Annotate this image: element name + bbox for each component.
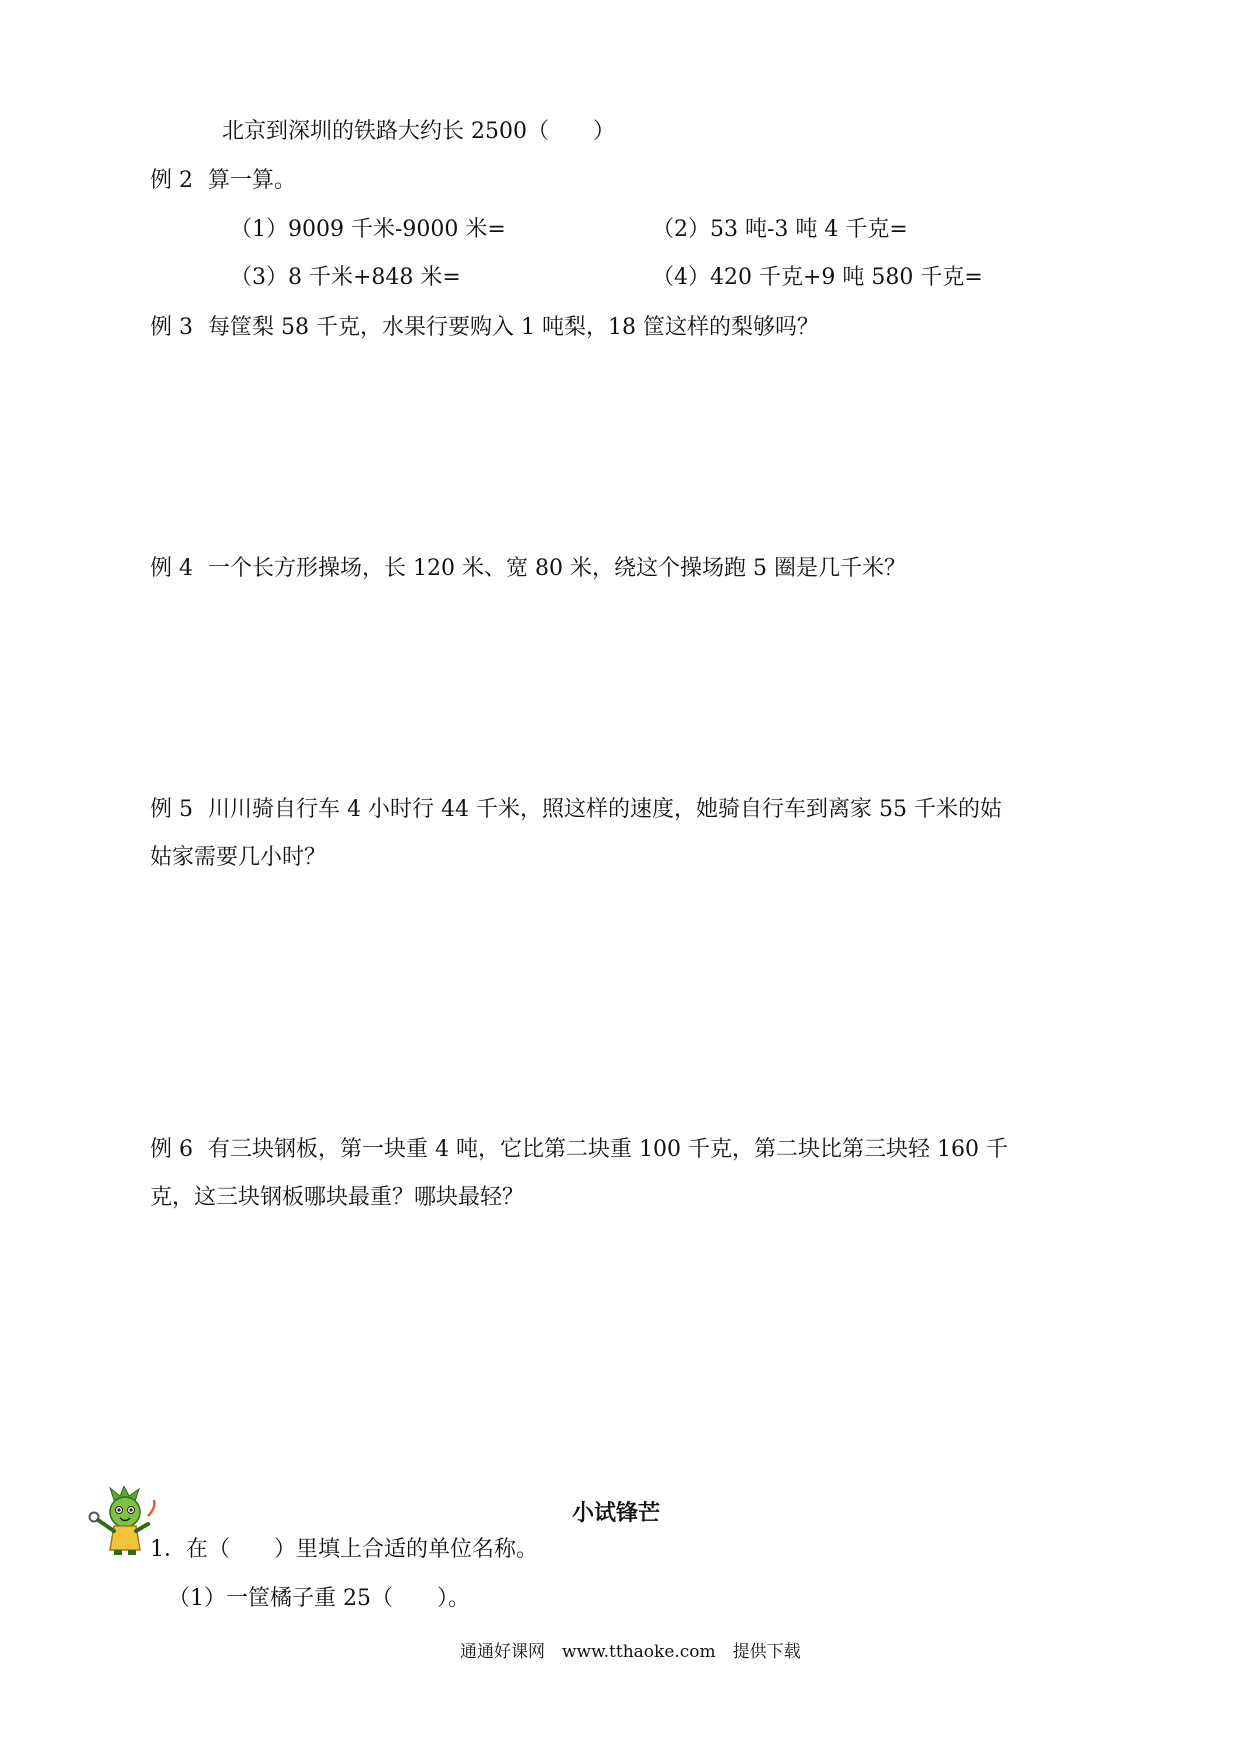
question-1: 1．在（ ）里填上合适的单位名称。 — [150, 1537, 538, 1562]
example-2-label: 例 2 — [150, 168, 193, 193]
example-4-label: 例 4 — [150, 556, 193, 581]
example-3 — [150, 314, 819, 342]
example-3-label: 例 3 — [150, 315, 193, 340]
example-6-label: 例 6 — [150, 1137, 193, 1162]
example-5-label: 例 5 — [150, 797, 193, 822]
example-4 — [150, 555, 906, 583]
example-5 — [150, 796, 1002, 824]
example-1-tail: 北京到深圳的铁路大约长 2500（ ） — [222, 119, 615, 144]
example-2-item-4: （4）420 千克+9 吨 580 千克= — [652, 265, 983, 290]
example-3-text: 每筐梨 58 千克，水果行要购入 1 吨梨，18 筐这样的梨够吗？ — [208, 315, 819, 340]
example-4-text: 一个长方形操场，长 120 米、宽 80 米，绕这个操场跑 5 圈是几千米？ — [208, 556, 906, 581]
example-2-item-3: （3）8 千米+848 米= — [230, 265, 461, 290]
example-2-title: 算一算。 — [208, 168, 297, 193]
example-2-heading — [150, 167, 296, 195]
section-title: 小试锋芒 — [572, 1501, 661, 1526]
example-6 — [150, 1136, 1008, 1164]
example-5-line-1: 川川骑自行车 4 小时行 44 千米，照这样的速度，她骑自行车到离家 55 千米的姑 — [208, 797, 1002, 822]
example-2-item-2: （2）53 吨-3 吨 4 千克= — [652, 217, 908, 242]
example-6-line-2: 克，这三块钢板哪块最重？哪块最轻？ — [150, 1185, 525, 1210]
example-2-item-1: （1）9009 千米-9000 米= — [230, 217, 506, 242]
footer-text: 通通好课网 www.tthaoke.com 提供下载 — [460, 1642, 801, 1662]
example-5-line-2: 姑家需要几小时？ — [150, 845, 327, 870]
example-6-line-1: 有三块钢板，第一块重 4 吨，它比第二块重 100 千克，第二块比第三块轻 160 千 — [208, 1137, 1008, 1162]
question-1-sub-1: （1）一筐橘子重 25（ ）。 — [168, 1586, 470, 1611]
